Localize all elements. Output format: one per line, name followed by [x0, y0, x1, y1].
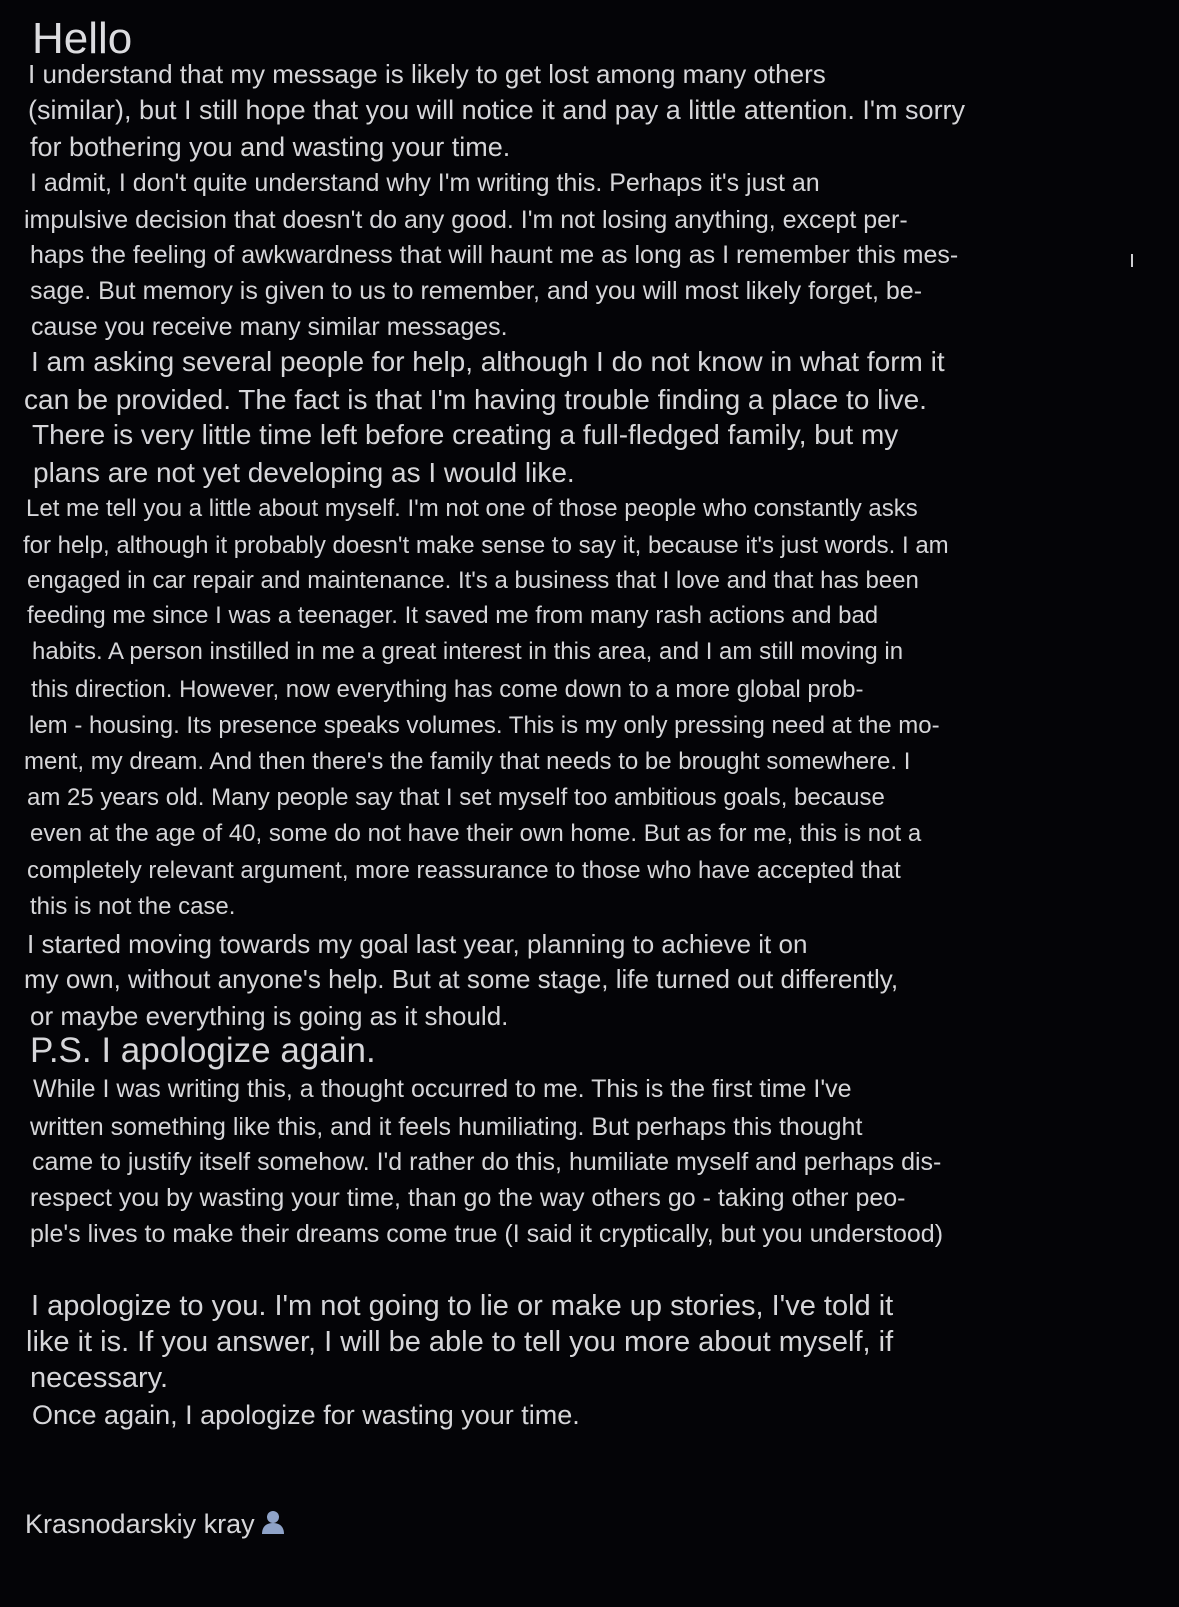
- text-line: for help, although it probably doesn't make sense to say it, because it's just words. I am: [23, 532, 949, 559]
- text-line: sage. But memory is given to us to remember, and you will most likely forget, be-: [30, 277, 923, 305]
- text-line: (similar), but I still hope that you will notice it and pay a little attention. I'm sorry: [28, 95, 966, 125]
- text-line: this is not the case.: [30, 893, 236, 920]
- text-line: While I was writing this, a thought occurred to me. This is the first time I've: [33, 1075, 852, 1103]
- text-line: There is very little time left before creating a full-fledged family, but my: [32, 419, 899, 450]
- signature-text: Krasnodarskiy kray: [25, 1509, 255, 1539]
- text-line: my own, without anyone's help. But at some stage, life turned out differently,: [24, 964, 899, 994]
- text-line: lem - housing. Its presence speaks volumes. This is my only pressing need at the mo-: [29, 712, 940, 739]
- text-line: for bothering you and wasting your time.: [30, 132, 511, 162]
- text-line: I started moving towards my goal last year, planning to achieve it on: [27, 929, 808, 959]
- text-line: even at the age of 40, some do not have their own home. But as for me, this is not a: [30, 820, 922, 847]
- text-line: engaged in car repair and maintenance. It's a business that I love and that has been: [27, 567, 919, 594]
- text-line: impulsive decision that doesn't do any good. I'm not losing anything, except per-: [24, 206, 908, 234]
- text-line: haps the feeling of awkwardness that will haunt me as long as I remember this mes-: [30, 241, 959, 269]
- text-line: habits. A person instilled in me a great interest in this area, and I am still moving in: [32, 638, 904, 665]
- text-line: I apologize to you. I'm not going to lie or make up stories, I've told it: [31, 1290, 894, 1322]
- text-line: written something like this, and it feels humiliating. But perhaps this thought: [30, 1113, 863, 1141]
- text-line: like it is. If you answer, I will be able to tell you more about myself, if: [26, 1326, 894, 1358]
- signature: [25, 1507, 285, 1541]
- text-line: Once again, I apologize for wasting your time.: [32, 1400, 580, 1430]
- text-line: came to justify itself somehow. I'd rather do this, humiliate myself and perhaps dis-: [32, 1148, 942, 1176]
- text-line: respect you by wasting your time, than go the way others go - taking other peo-: [30, 1184, 906, 1212]
- person-silhouette-icon: [261, 1509, 285, 1535]
- postscript-heading: P.S. I apologize again.: [30, 1031, 376, 1070]
- text-line: plans are not yet developing as I would like.: [33, 457, 575, 488]
- text-line: ple's lives to make their dreams come true (I said it cryptically, but you understood): [30, 1220, 944, 1248]
- text-line: necessary.: [30, 1362, 169, 1394]
- text-line: this direction. However, now everything has come down to a more global prob-: [31, 676, 864, 703]
- text-line: I am asking several people for help, although I do not know in what form it: [31, 346, 945, 377]
- text-line: I understand that my message is likely to get lost among many others: [28, 59, 826, 89]
- text-line: completely relevant argument, more reassurance to those who have accepted that: [27, 857, 901, 884]
- text-line: can be provided. The fact is that I'm having trouble finding a place to live.: [24, 384, 927, 415]
- text-line: ment, my dream. And then there's the family that needs to be brought somewhere. I: [24, 748, 911, 775]
- text-line: or maybe everything is going as it should.: [30, 1001, 509, 1031]
- text-line: feeding me since I was a teenager. It saved me from many rash actions and bad: [27, 602, 879, 629]
- text-line: am 25 years old. Many people say that I set myself too ambitious goals, because: [27, 784, 885, 811]
- greeting-heading: Hello: [32, 14, 133, 63]
- text-line: Let me tell you a little about myself. I'm not one of those people who constantly asks: [26, 495, 918, 522]
- text-line: cause you receive many similar messages.: [31, 313, 508, 341]
- edge-artifact: [1131, 254, 1133, 267]
- text-line: I admit, I don't quite understand why I'm writing this. Perhaps it's just an: [30, 169, 820, 197]
